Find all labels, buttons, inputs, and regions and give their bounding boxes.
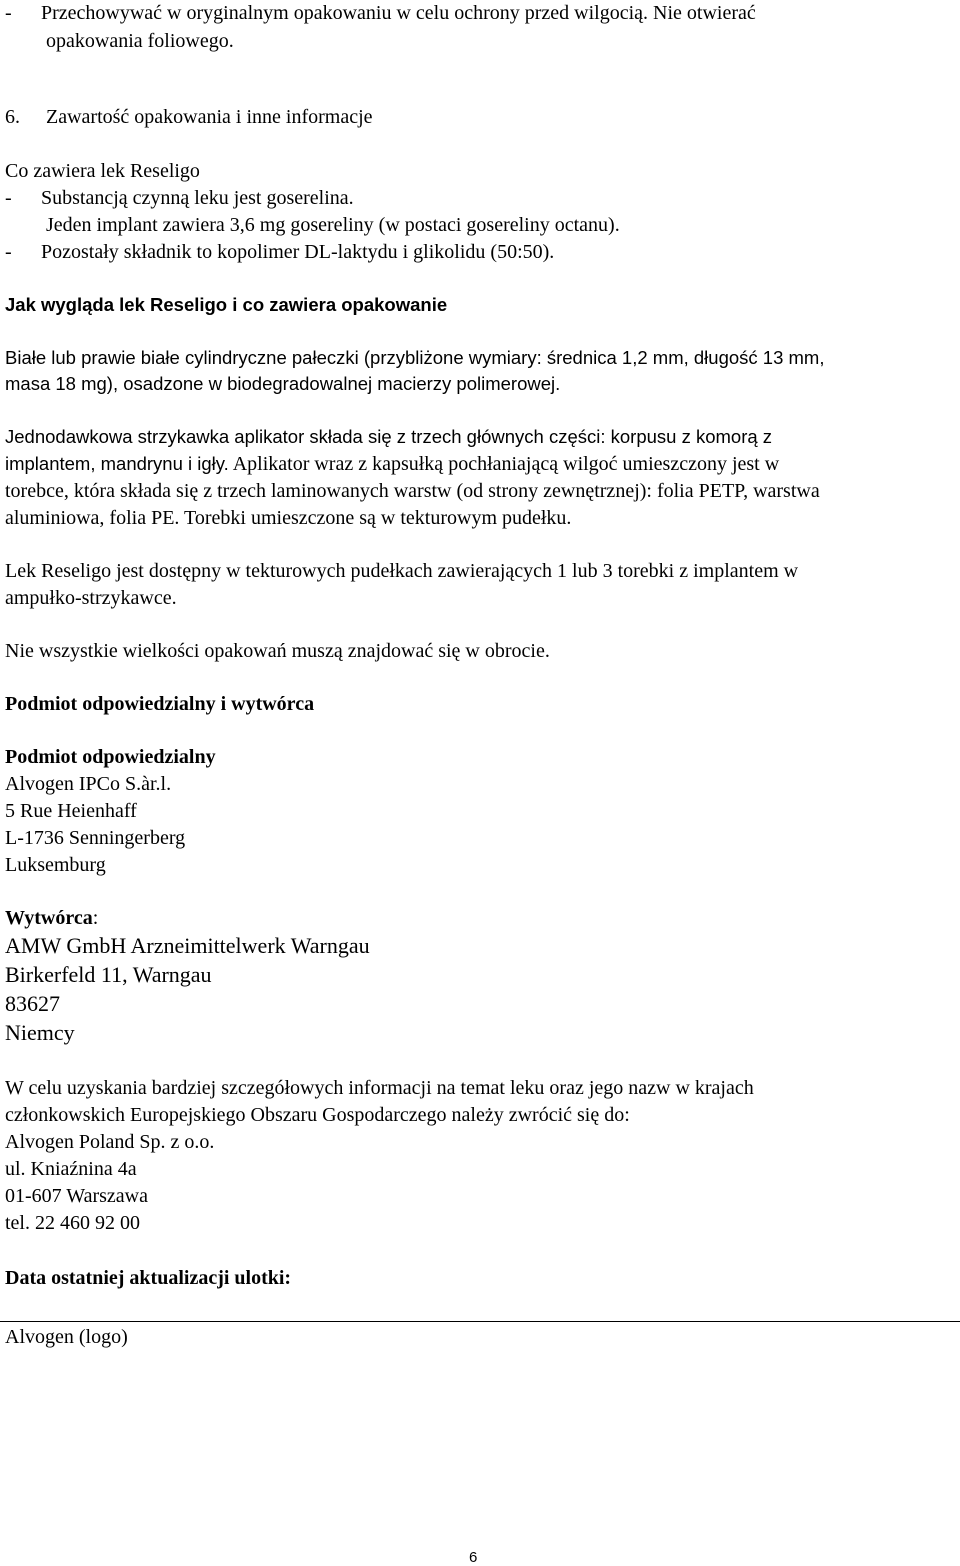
last-revision-heading: Data ostatniej aktualizacji ulotki: xyxy=(5,1267,292,1289)
active-substance-line xyxy=(5,188,354,208)
contact-intro-line-2: członkowskich Europejskiego Obszaru Gospodarczego należy zwrócić się do: xyxy=(5,1104,630,1126)
manufacturer-name: AMW GmbH Arzneimittelwerk Warngau xyxy=(5,933,370,958)
manufacturer-postcode: 83627 xyxy=(5,991,60,1016)
manufacturer-street: Birkerfeld 11, Warngau xyxy=(5,962,212,987)
storage-text: Przechowywać w oryginalnym opakowaniu w celu ochrony przed wilgocią. Nie otwierać xyxy=(41,2,756,24)
subheading-contents: Co zawiera lek Reseligo xyxy=(5,160,200,182)
section-6-heading xyxy=(5,107,373,127)
applicator-line-2 xyxy=(5,454,779,474)
manufacturer-colon: : xyxy=(92,907,99,929)
appearance-line-1: Białe lub prawie białe cylindryczne pałeczki (przybliżone wymiary: średnica 1,2 mm, długość 13 mm, xyxy=(5,347,825,368)
implant-content-line: Jeden implant zawiera 3,6 mg gosereliny (w postaci gosereliny octanu). xyxy=(46,214,620,236)
list-dash: - xyxy=(5,2,12,24)
excipient-text: Pozostały składnik to kopolimer DL-laktydu i glikolidu (50:50). xyxy=(41,241,555,263)
section-title: Zawartość opakowania i inne informacje xyxy=(46,106,373,128)
page-number: 6 xyxy=(469,1549,478,1566)
section-number: 6. xyxy=(5,106,20,128)
local-rep-name: Alvogen Poland Sp. z o.o. xyxy=(5,1131,215,1153)
contact-intro-line-1: W celu uzyskania bardziej szczegółowych informacji na temat leku oraz jego nazw w krajach xyxy=(5,1077,754,1099)
appearance-line-2: masa 18 mg), osadzone w biodegradowalnej macierzy polimerowej. xyxy=(5,373,561,394)
mah-heading: Podmiot odpowiedzialny xyxy=(5,746,216,768)
manufacturer-heading xyxy=(5,908,98,928)
local-rep-city: 01-607 Warszawa xyxy=(5,1185,148,1207)
mah-city: L-1736 Senningerberg xyxy=(5,827,186,849)
local-rep-street: ul. Kniaźnina 4a xyxy=(5,1158,137,1180)
applicator-text-serif: Aplikator wraz z kapsułką pochłaniającą wilgoć umieszczony jest w xyxy=(228,453,780,475)
local-rep-phone: tel. 22 460 92 00 xyxy=(5,1212,140,1234)
storage-line-1 xyxy=(5,3,756,23)
mah-name: Alvogen IPCo S.àr.l. xyxy=(5,773,172,795)
appearance-heading: Jak wygląda lek Reseligo i co zawiera opakowanie xyxy=(5,294,448,315)
storage-line-2: opakowania foliowego. xyxy=(46,30,234,52)
applicator-line-3: torebce, która składa się z trzech laminowanych warstw (od strony zewnętrznej): folia PETP, warstwa xyxy=(5,480,820,502)
pack-size-line-1: Lek Reseligo jest dostępny w tekturowych pudełkach zawierających 1 lub 3 torebki z implantem w xyxy=(5,560,799,582)
applicator-line-4: aluminiowa, folia PE. Torebki umieszczone są w tekturowym pudełku. xyxy=(5,507,572,529)
logo-placeholder: Alvogen (logo) xyxy=(5,1326,128,1348)
list-dash: - xyxy=(5,241,12,263)
applicator-text-sans: implantem, mandrynu i igły. xyxy=(5,453,229,474)
pack-size-line-2: ampułko-strzykawce. xyxy=(5,587,177,609)
excipient-line xyxy=(5,242,554,262)
manufacturer-country: Niemcy xyxy=(5,1020,75,1045)
separator-rule xyxy=(0,1321,960,1322)
manufacturer-label: Wytwórca xyxy=(5,907,93,929)
mah-street: 5 Rue Heienhaff xyxy=(5,800,137,822)
mah-country: Luksemburg xyxy=(5,854,106,876)
applicator-line-1: Jednodawkowa strzykawka aplikator składa się z trzech głównych części: korpusu z komorą z xyxy=(5,426,773,447)
pack-availability-line: Nie wszystkie wielkości opakowań muszą znajdować się w obrocie. xyxy=(5,640,550,662)
list-dash: - xyxy=(5,187,12,209)
mah-manufacturer-heading: Podmiot odpowiedzialny i wytwórca xyxy=(5,693,315,715)
active-substance-text: Substancją czynną leku jest goserelina. xyxy=(41,187,354,209)
